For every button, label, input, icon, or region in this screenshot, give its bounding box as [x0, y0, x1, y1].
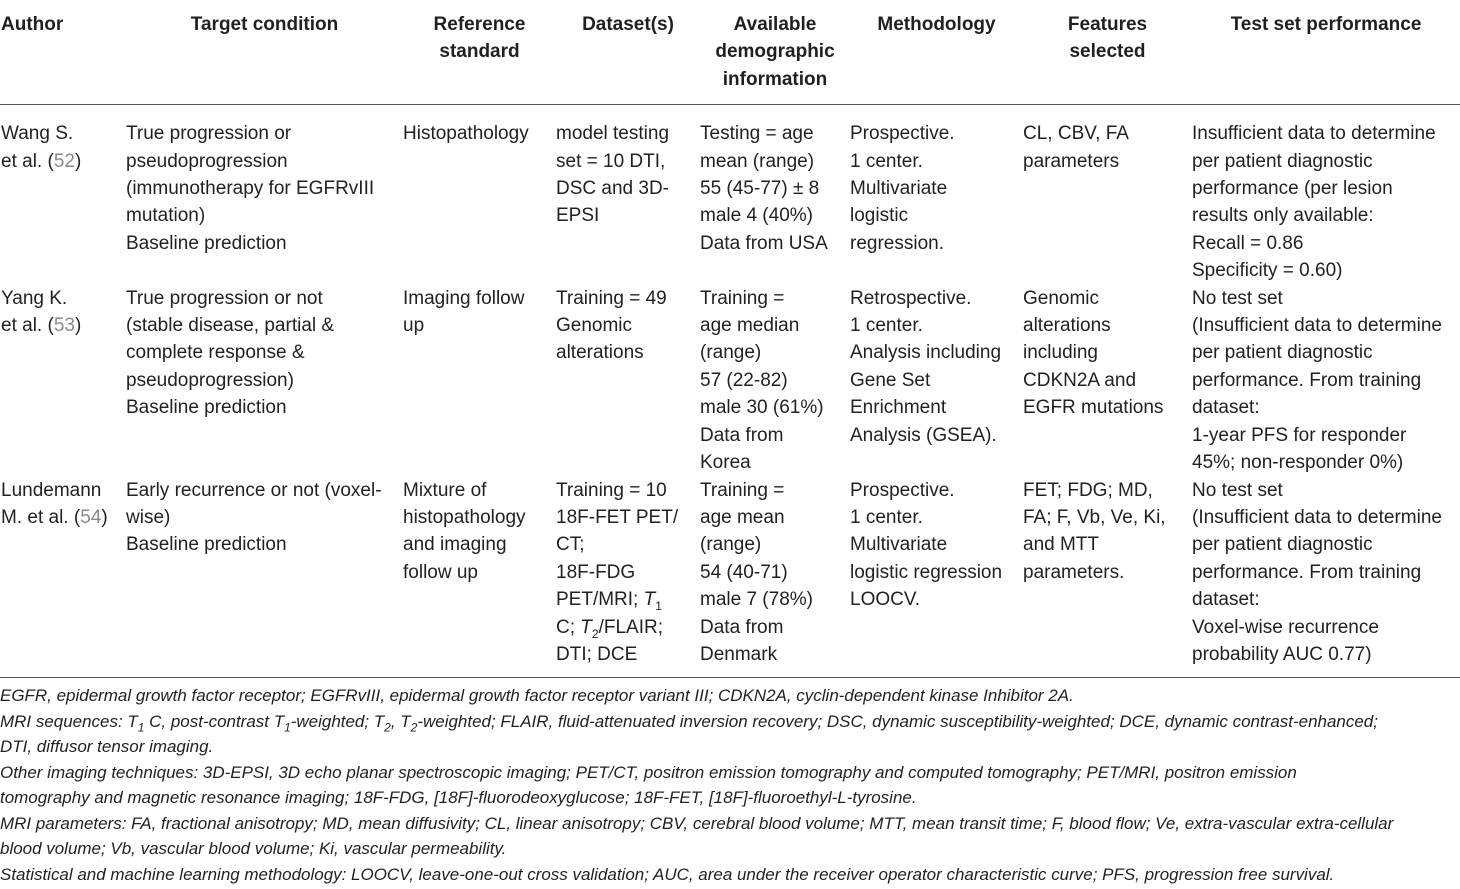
cell-datasets: Training = 10 18F-FET PET/ CT; 18F-FDG PET/MRI; $T_1$ C; $T_2$/FLAIR; DTI; DCE: [556, 477, 700, 678]
citation-link[interactable]: 53: [53, 315, 75, 337]
header-test-set-performance: Test set performance: [1192, 0, 1460, 105]
footnote-mri-parameters-cont: blood volume; Vb, vascular blood volume; Ki, vascular permeability.: [0, 839, 507, 858]
cell-reference-standard: Imaging follow up: [403, 287, 525, 337]
footnote-statistics: Statistical and machine learning methodology: LOOCV, leave-one-out cross validation; AUC, area under the receiver operator characteristic curve; PFS, progression free survival.: [0, 864, 1335, 884]
cell-target-condition: True progression or not (stable disease, partial & complete response & pseudoprogression) Baseline prediction: [126, 287, 335, 419]
cell-features: Genomic alterations including CDKN2A and EGFR mutations: [1023, 287, 1164, 419]
cell-target-condition: True progression or pseudoprogression (immunotherapy for EGFRvIII mutation) Baseline prediction: [126, 123, 375, 254]
cell-demographic: Training = age mean (range) 54 (40-71) male 7 (78%) Data from Denmark: [700, 477, 850, 678]
header-demographic-info: Available demographic information: [700, 0, 850, 105]
header-methodology: Methodology: [850, 0, 1023, 105]
cell-author: Lundemann M. et al. (54): [0, 477, 126, 678]
table-row: [0, 285, 1460, 477]
cell-reference-standard: Mixture of histopathology and imaging follow up: [403, 477, 556, 678]
table-row: [0, 105, 1460, 285]
header-features-selected: Features selected: [1023, 0, 1192, 105]
cell-features: CL, CBV, FA parameters: [1023, 123, 1129, 172]
cell-features: FET; FDG; MD, FA; F, Vb, Ve, Ki, and MTT parameters.: [1023, 477, 1192, 678]
cell-methodology: Prospective. 1 center. Multivariate logistic regression.: [850, 123, 955, 254]
footnote-mri-sequences-cont: DTI, diffusor tensor imaging.: [0, 737, 214, 756]
cell-datasets: Training = 49 Genomic alterations: [556, 287, 667, 364]
cell-author: Wang S. et al. (52): [1, 123, 82, 172]
footnote-other-imaging-cont: tomography and magnetic resonance imaging; 18F-FDG, [18F]-fluorodeoxyglucose; 18F-FET, [18F]-fluoroethyl-L-tyrosine.: [0, 788, 917, 807]
cell-performance: No test set (Insufficient data to determine per patient diagnostic performance. From training dataset: Voxel-wise recurrence probability AUC 0.77): [1192, 477, 1460, 678]
cell-demographic: Testing = age mean (range) 55 (45-77) ± 8 male 4 (40%) Data from USA: [700, 123, 828, 254]
cell-performance: No test set (Insufficient data to determine per patient diagnostic performance. From training dataset: 1-year PFS for responder 45%; non-responder 0%): [1192, 287, 1442, 474]
table-header-row: [0, 0, 1460, 105]
footnote-abbreviations: EGFR, epidermal growth factor receptor; EGFRvIII, epidermal growth factor receptor variant III; CDKN2A, cyclin-dependent kinase Inhibitor 2A.: [0, 686, 1074, 705]
cell-datasets: model testing set = 10 DTI, DSC and 3D- EPSI: [556, 123, 670, 227]
cell-reference-standard: Histopathology: [403, 123, 529, 145]
header-reference-standard: Reference standard: [403, 0, 556, 105]
footnote-mri-parameters: MRI parameters: FA, fractional anisotropy; MD, mean diffusivity; CL, linear anisotropy; CBV, cerebral blood volume; MTT, mean transit time; F, blood flow; Ve, extra-vascular extra-cellular: [0, 813, 1394, 833]
cell-demographic: Training = age median (range) 57 (22-82) male 30 (61%) Data from Korea: [700, 287, 824, 474]
cell-methodology: Prospective. 1 center. Multivariate logistic regression LOOCV.: [850, 477, 1023, 678]
table-footnotes: [0, 683, 1460, 887]
table-row: [0, 477, 1460, 678]
cell-methodology: Retrospective. 1 center. Analysis including Gene Set Enrichment Analysis (GSEA).: [850, 287, 1002, 446]
header-author: Author: [0, 0, 126, 105]
citation-link[interactable]: 54: [80, 506, 102, 528]
cell-author: Yang K. et al. (53): [1, 287, 82, 337]
cell-performance: Insufficient data to determine per patient diagnostic performance (per lesion results only available: Recall = 0.86 Specificity = 0.60): [1192, 123, 1436, 282]
header-datasets: Dataset(s): [556, 0, 700, 105]
cell-target-condition: Early recurrence or not (voxel- wise) Baseline prediction: [126, 477, 403, 678]
footnote-mri-sequences: MRI sequences: $T_1$ C, post-contrast $T_1$-weighted; $T_2$, $T_2$-weighted; FLAIR, fluid-attenuated inversion recovery; DSC, dynamic susceptibility-weighted; DCE, dynamic contrast-enhanced;: [0, 711, 1378, 734]
citation-link[interactable]: 52: [53, 150, 75, 172]
header-target-condition: Target condition: [126, 0, 403, 105]
footnote-other-imaging: Other imaging techniques: 3D-EPSI, 3D echo planar spectroscopic imaging; PET/CT, positron emission tomography and computed tomography; PET/MRI, positron emission: [0, 762, 1297, 782]
